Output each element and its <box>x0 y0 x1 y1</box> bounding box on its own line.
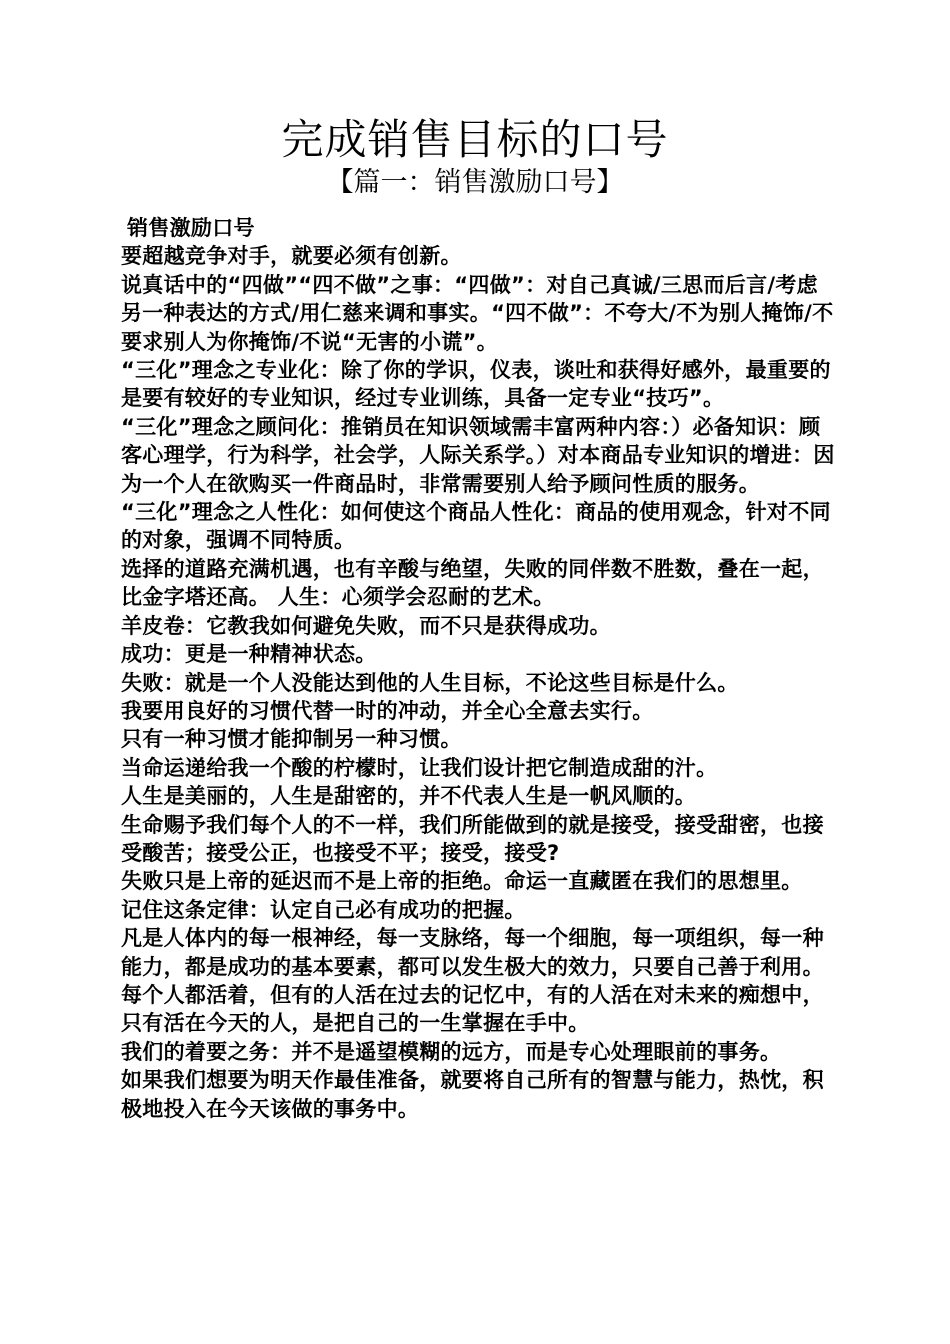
paragraph: 生命赐予我们每个人的不一样，我们所能做到的就是接受，接受甜密，也接受酸苦；接受公正，也接受不平；接受，接受? <box>121 812 824 865</box>
paragraph: “三化”理念之顾问化：推销员在知识领域需丰富两种内容：）必备知识：顾客心理学，行为科学，社会学，人际关系学。）对本商品专业知识的增进：因为一个人在欲购买一件商品时，非常需要别人给予顾问性质的服务。 <box>121 414 835 496</box>
paragraph: 羊皮卷：它教我如何避免失败，而不只是获得成功。 <box>121 613 611 638</box>
paragraph: “三化”理念之人性化：如何使这个商品人性化：商品的使用观念，针对不同的对象，强调不同特质。 <box>121 500 831 553</box>
paragraph: 记住这条定律：认定自己必有成功的把握。 <box>121 897 526 922</box>
paragraph: 如果我们想要为明天作最佳准备，就要将自己所有的智慧与能力，热忱，积极地投入在今天该做的事务中。 <box>121 1068 824 1121</box>
paragraph: 选择的道路充满机遇，也有辛酸与绝望，失败的同伴数不胜数，叠在一起，比金字塔还高。 人生：心须学会忍耐的艺术。 <box>121 556 824 610</box>
paragraph: 要超越竞争对手，就要必须有创新。 <box>121 244 462 269</box>
document-subtitle: 【篇一：销售激励口号】 <box>326 167 624 198</box>
paragraph: “三化”理念之专业化：除了你的学识，仪表，谈吐和获得好感外，最重要的是要有较好的专业知识，经过专业训练，具备一定专业“技巧”。 <box>121 358 831 411</box>
paragraph: 说真话中的“四做”“四不做”之事：“四做”：对自己真诚/三思而后言/考虑另一种表达的方式/用仁慈来调和事实。“四不做”：不夸大/不为别人掩饰/不要求别人为你掩饰/不说“无害的小谎”。 <box>121 272 834 354</box>
paragraph: 我们的着要之务：并不是遥望模糊的远方，而是专心处理眼前的事务。 <box>121 1039 782 1064</box>
paragraph: 失败：就是一个人没能达到他的人生目标，不论这些目标是什么。 <box>121 670 739 695</box>
document-body <box>115 214 837 1123</box>
paragraph: 人生是美丽的，人生是甜密的，并不代表人生是一帆风顺的。 <box>121 784 697 809</box>
document-title: 完成销售目标的口号 <box>281 115 669 164</box>
paragraph: 我要用良好的习惯代替一时的冲动，并全心全意去实行。 <box>121 698 654 723</box>
paragraph: 只有一种习惯才能抑制另一种习惯。 <box>121 727 462 752</box>
paragraph: 失败只是上帝的延迟而不是上帝的拒绝。命运一直藏匿在我们的思想里。 <box>121 869 803 894</box>
section-heading: 销售激励口号 <box>127 216 255 240</box>
paragraph: 每个人都活着，但有的人活在过去的记忆中，有的人活在对未来的痴想中，只有活在今天的人，是把自己的一生掌握在手中。 <box>121 982 824 1036</box>
paragraph: 凡是人体内的每一根神经，每一支脉络，每一个细胞，每一项组织，每一种能力，都是成功的基本要素，都可以发生极大的效力，只要自己善于利用。 <box>121 926 824 979</box>
paragraph: 成功：更是一种精神状态。 <box>121 642 377 667</box>
paragraph: 当命运递给我一个酸的柠檬时，让我们设计把它制造成甜的汁。 <box>121 755 718 780</box>
